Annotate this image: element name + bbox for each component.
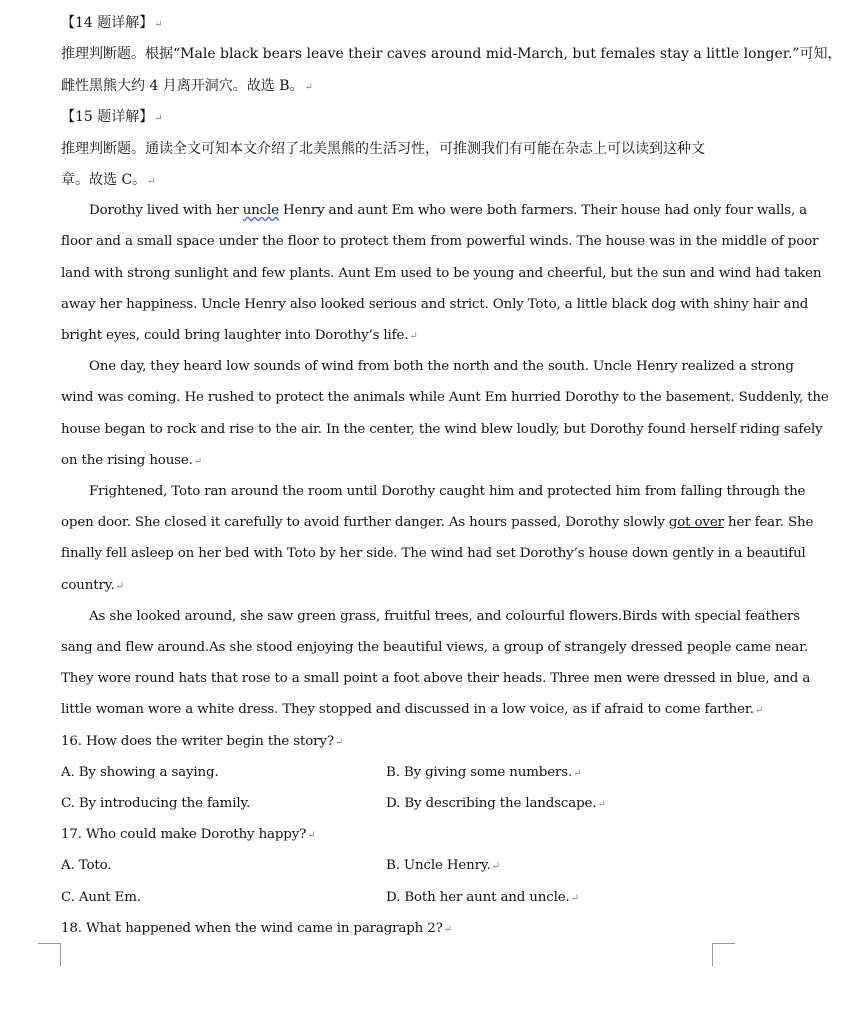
passage-paragraph-3-line: finally fell asleep on her bed with Toto by her side. The wind had set Dorothy’s house down gently in a beautiful	[61, 546, 806, 561]
q15-explanation-line: 章。故选 C。↵	[61, 172, 156, 188]
question-17-option-d: D. Both her aunt and uncle.↵	[386, 890, 579, 905]
spellcheck-underlined-word: uncle	[242, 203, 279, 218]
passage-paragraph-1-line: bright eyes, could bring laughter into Dorothy’s life.↵	[61, 328, 418, 343]
paragraph-mark: ↵	[307, 830, 316, 841]
passage-paragraph-3-line: open door. She closed it carefully to avoid further danger. As hours passed, Dorothy slowly got over her fear. She	[61, 515, 814, 530]
q14-explanation-line: 雌性黑熊大约 4 月离开洞穴。故选 B。↵	[61, 78, 313, 94]
passage-paragraph-1-line: Dorothy lived with her uncle Henry and aunt Em who were both farmers. Their house had only four walls, a	[89, 203, 807, 218]
paragraph-mark: ↵	[154, 19, 163, 30]
q15-explanation-header: 【15 题详解】↵	[61, 109, 163, 125]
paragraph-mark: ↵	[304, 82, 313, 93]
paragraph-mark: ↵	[573, 768, 582, 779]
paragraph-mark: ↵	[443, 924, 452, 935]
passage-paragraph-2-line: wind was coming. He rushed to protect the animals while Aunt Em hurried Dorothy to the basement. Suddenly, the	[61, 390, 829, 405]
question-17-option-b: B. Uncle Henry.↵	[386, 858, 500, 873]
paragraph-mark: ↵	[154, 113, 163, 124]
question-16-option-a: A. By showing a saying.	[61, 765, 219, 780]
paragraph-mark: ↵	[754, 705, 764, 716]
paragraph-mark: ↵	[491, 861, 500, 872]
passage-paragraph-4-line: little woman wore a white dress. They stopped and discussed in a low voice, as if afraid to come farther.↵	[61, 702, 764, 717]
passage-paragraph-1-line: floor and a small space under the floor to protect them from powerful winds. The house was in the middle of poor	[61, 234, 819, 249]
passage-paragraph-2-line: house began to rock and rise to the air. In the center, the wind blew loudly, but Dorothy found herself riding safely	[61, 422, 823, 437]
passage-paragraph-4-line: They wore round hats that rose to a small point a foot above their heads. Three men were dressed in blue, and a	[61, 671, 811, 686]
question-16-option-b: B. By giving some numbers.↵	[386, 765, 582, 780]
paragraph-mark: ↵	[193, 456, 203, 467]
page-corner-mark-left	[38, 943, 61, 966]
paragraph-mark: ↵	[570, 893, 579, 904]
underlined-phrase: got over	[668, 515, 724, 530]
paragraph-mark: ↵	[334, 737, 344, 748]
question-17-option-c: C. Aunt Em.	[61, 890, 141, 905]
paragraph-mark: ↵	[409, 331, 418, 342]
question-18-stem: 18. What happened when the wind came in paragraph 2?↵	[61, 921, 452, 936]
passage-paragraph-1-line: away her happiness. Uncle Henry also looked serious and strict. Only Toto, a little black dog with shiny hair and	[61, 297, 809, 312]
paragraph-mark: ↵	[115, 581, 124, 592]
paragraph-mark: ↵	[147, 176, 156, 187]
q14-explanation-line: 推理判断题。根据“Male black bears leave their caves around mid-March, but females stay a little longer.”可知，	[61, 46, 842, 62]
passage-paragraph-3-line: Frightened, Toto ran around the room until Dorothy caught him and protected him from falling through the	[89, 484, 806, 499]
passage-paragraph-4-line: As she looked around, she saw green grass, fruitful trees, and colourful flowers.Birds with special feathers	[89, 609, 800, 624]
passage-paragraph-4-line: sang and flew around.As she stood enjoying the beautiful views, a group of strangely dressed people came near.	[61, 640, 809, 655]
q15-explanation-line: 推理判断题。通读全文可知本文介绍了北美黑熊的生活习性，可推测我们有可能在杂志上可以读到这种文	[61, 141, 705, 157]
passage-paragraph-2-line: One day, they heard low sounds of wind from both the north and the south. Uncle Henry realized a strong	[89, 359, 794, 374]
question-17-option-a: A. Toto.	[61, 858, 112, 873]
passage-paragraph-3-line: country.↵	[61, 578, 124, 593]
question-16-option-c: C. By introducing the family.	[61, 796, 251, 811]
q14-explanation-header: 【14 题详解】↵	[61, 15, 163, 31]
paragraph-mark: ↵	[597, 799, 606, 810]
question-16-stem: 16. How does the writer begin the story?↵	[61, 734, 344, 749]
passage-paragraph-2-line: on the rising house.↵	[61, 453, 203, 468]
question-17-stem: 17. Who could make Dorothy happy?↵	[61, 827, 316, 842]
question-16-option-d: D. By describing the landscape.↵	[386, 796, 606, 811]
page-corner-mark-right	[712, 943, 735, 966]
passage-paragraph-1-line: land with strong sunlight and few plants. Aunt Em used to be young and cheerful, but the sun and wind had taken	[61, 266, 822, 281]
